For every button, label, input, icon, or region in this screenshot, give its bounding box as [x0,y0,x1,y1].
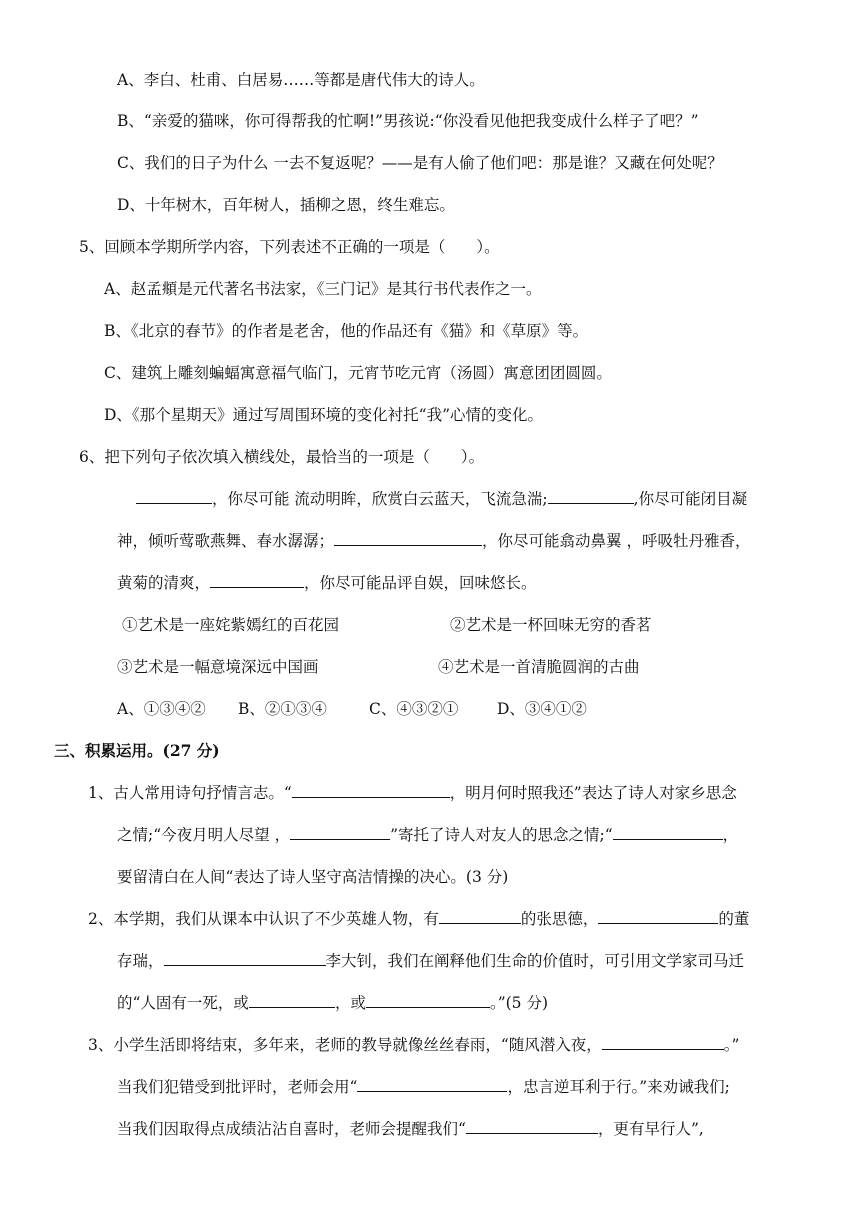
q5-option-d: D、《那个星期天》通过写周围环境的变化衬托“我”心情的变化。 [104,406,544,424]
q6-paragraph-line-2: 神，倾听莺歌燕舞、春水潺潺； ，你尽可能翕动鼻翼 ，呼吸牡丹雅香， [117,532,751,550]
answer-blank[interactable] [548,489,634,504]
q6-option-d: D、③④①② [497,700,587,718]
q4-option-c: C、我们的日子为什么 一去不复返呢？——是有人偷了他们吧：那是谁？又藏在何处呢？ [117,154,723,172]
answer-blank[interactable] [334,531,482,546]
q6-paragraph-line-1: ，你尽可能 流动明眸，欣赏白云蓝天，飞流急湍; ,你尽可能闭目凝 [136,489,747,509]
s3q1-line-3: 要留清白在人间“表达了诗人坚守高洁情操的决心。(3 分) [117,868,509,886]
q6-sentence-1: ①艺术是一座姹紫嫣红的百花园 [122,616,340,634]
answer-blank[interactable] [290,825,390,840]
answer-blank[interactable] [210,573,304,588]
q6-option-c: C、④③②① [369,700,459,718]
q4-option-d: D、十年树木，百年树人，插柳之恩，终生难忘。 [117,196,455,214]
answer-blank[interactable] [292,783,450,798]
answer-blank[interactable] [366,993,490,1008]
q4-option-b: B、“亲爱的猫咪，你可得帮我的忙啊!”男孩说:“你没看见他把我变成什么样子了吧？” [117,112,699,130]
answer-blank[interactable] [249,993,335,1008]
answer-blank[interactable] [439,909,521,924]
answer-blank[interactable] [466,1119,598,1134]
s3q2-line-1: 2、本学期，我们从课本中认识了不少英雄人物，有 的张思德， 的董 [88,910,750,928]
q6-sentence-4: ④艺术是一首清脆圆润的古曲 [438,658,640,676]
s3q2-line-3: 的“人固有一死，或 ，或 。”(5 分) [117,994,549,1012]
q6-paragraph-line-3: 黄菊的清爽， ，你尽可能品评自娱，回味悠长。 [117,574,537,592]
answer-blank[interactable] [602,1035,724,1050]
s3q1-line-1: 1、古人常用诗句抒情言志。“ ，明月何时照我还”表达了诗人对家乡思念 [88,784,737,802]
q6-option-a: A、①③④② [117,700,206,718]
q4-option-a: A、李白、杜甫、白居易……等都是唐代伟大的诗人。 [117,71,485,89]
answer-blank[interactable] [164,951,326,966]
answer-blank[interactable] [357,1077,507,1092]
s3q2-line-2: 存瑞， 李大钊，我们在阐释他们生命的价值时，可引用文学家司马迁 [117,952,745,970]
answer-blank[interactable] [598,909,718,924]
answer-blank[interactable] [613,825,723,840]
q5-option-a: A、赵孟頫是元代著名书法家，《三门记》是其行书代表作之一。 [104,280,542,298]
q6-sentence-2: ②艺术是一杯回味无穷的香茗 [450,616,652,634]
q5-stem: 5、回顾本学期所学内容，下列表述不正确的一项是（ ）。 [79,238,500,256]
q6-option-b: B、②①③④ [238,700,327,718]
s3q3-line-3: 当我们因取得点成绩沾沾自喜时，老师会提醒我们“ ，更有早行人”, [117,1120,704,1138]
section-heading: 三、积累运用。(27 分) [54,741,220,760]
q6-stem: 6、把下列句子依次填入横线处，最恰当的一项是（ ）。 [79,448,485,466]
q5-option-c: C、建筑上雕刻蝙蝠寓意福气临门，元宵节吃元宵（汤圆）寓意团团圆圆。 [104,364,612,382]
s3q3-line-2: 当我们犯错受到批评时，老师会用“ ，忠言逆耳利于行。”来劝诫我们; [117,1078,730,1096]
answer-blank[interactable] [136,489,212,504]
s3q3-line-1: 3、小学生活即将结束，多年来，老师的教导就像丝丝春雨，“随风潜入夜， 。” [88,1036,740,1054]
q6-sentence-3: ③艺术是一幅意境深远中国画 [117,658,319,676]
q5-option-b: B、《北京的春节》的作者是老舍，他的作品还有《猫》和《草原》等。 [104,322,589,340]
s3q1-line-2: 之情;“今夜月明人尽望 ， ”寄托了诗人对友人的思念之情;“ ， [117,826,739,844]
